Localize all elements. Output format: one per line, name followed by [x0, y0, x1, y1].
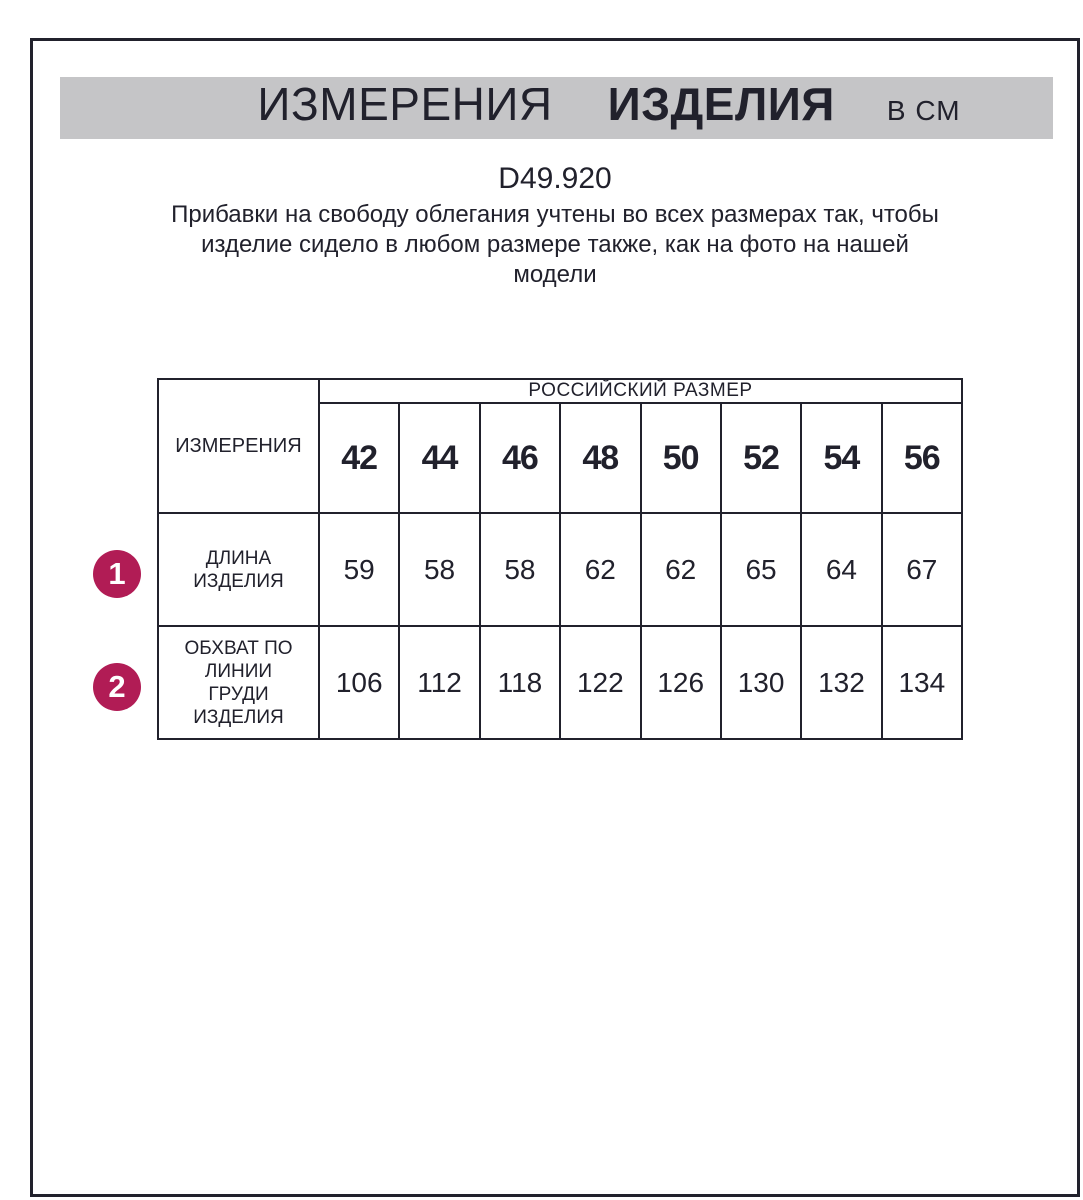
table-corner-header: ИЗМЕРЕНИЯ — [158, 379, 319, 513]
value-cell: 126 — [641, 626, 721, 739]
row-label-chest: ОБХВАТ ПО ЛИНИИ ГРУДИ ИЗДЕЛИЯ — [158, 626, 319, 739]
product-code: D49.920 — [498, 162, 612, 195]
size-cell: 50 — [641, 403, 721, 513]
value-cell: 58 — [399, 513, 479, 626]
table-row-chest — [158, 626, 962, 739]
value-cell: 134 — [882, 626, 962, 739]
size-cell: 42 — [319, 403, 399, 513]
size-cell: 54 — [801, 403, 881, 513]
title-bar — [60, 77, 1053, 139]
value-cell: 112 — [399, 626, 479, 739]
fit-description — [30, 200, 1080, 290]
size-cell: 44 — [399, 403, 479, 513]
size-group-header: РОССИЙСКИЙ РАЗМЕР — [319, 379, 962, 403]
badge-number: 1 — [108, 556, 126, 591]
row-label-length: ДЛИНА ИЗДЕЛИЯ — [158, 513, 319, 626]
value-cell: 58 — [480, 513, 560, 626]
value-cell: 118 — [480, 626, 560, 739]
value-cell: 65 — [721, 513, 801, 626]
value-cell: 62 — [641, 513, 721, 626]
value-cell: 132 — [801, 626, 881, 739]
value-cell: 122 — [560, 626, 640, 739]
badge-number: 2 — [108, 669, 126, 704]
page-title-unit: В СМ — [886, 95, 961, 126]
fit-description-line: изделие сидело в любом размере также, как на фото на нашей — [201, 231, 909, 258]
value-cell: 64 — [801, 513, 881, 626]
value-cell: 106 — [319, 626, 399, 739]
table-row-length — [158, 513, 962, 626]
fit-description-line: модели — [513, 261, 597, 288]
page-title-product: ИЗДЕЛИЯ — [607, 78, 835, 130]
value-cell: 59 — [319, 513, 399, 626]
value-cell: 130 — [721, 626, 801, 739]
row-number-badge-1 — [93, 550, 141, 598]
size-cell: 46 — [480, 403, 560, 513]
fit-description-line: Прибавки на свободу облегания учтены во всех размерах так, чтобы — [171, 201, 939, 228]
value-cell: 67 — [882, 513, 962, 626]
page-title-measurements: ИЗМЕРЕНИЯ — [257, 78, 553, 130]
size-table — [157, 378, 963, 740]
size-cell: 48 — [560, 403, 640, 513]
value-cell: 62 — [560, 513, 640, 626]
row-number-badge-2 — [93, 663, 141, 711]
size-cell: 56 — [882, 403, 962, 513]
size-cell: 52 — [721, 403, 801, 513]
